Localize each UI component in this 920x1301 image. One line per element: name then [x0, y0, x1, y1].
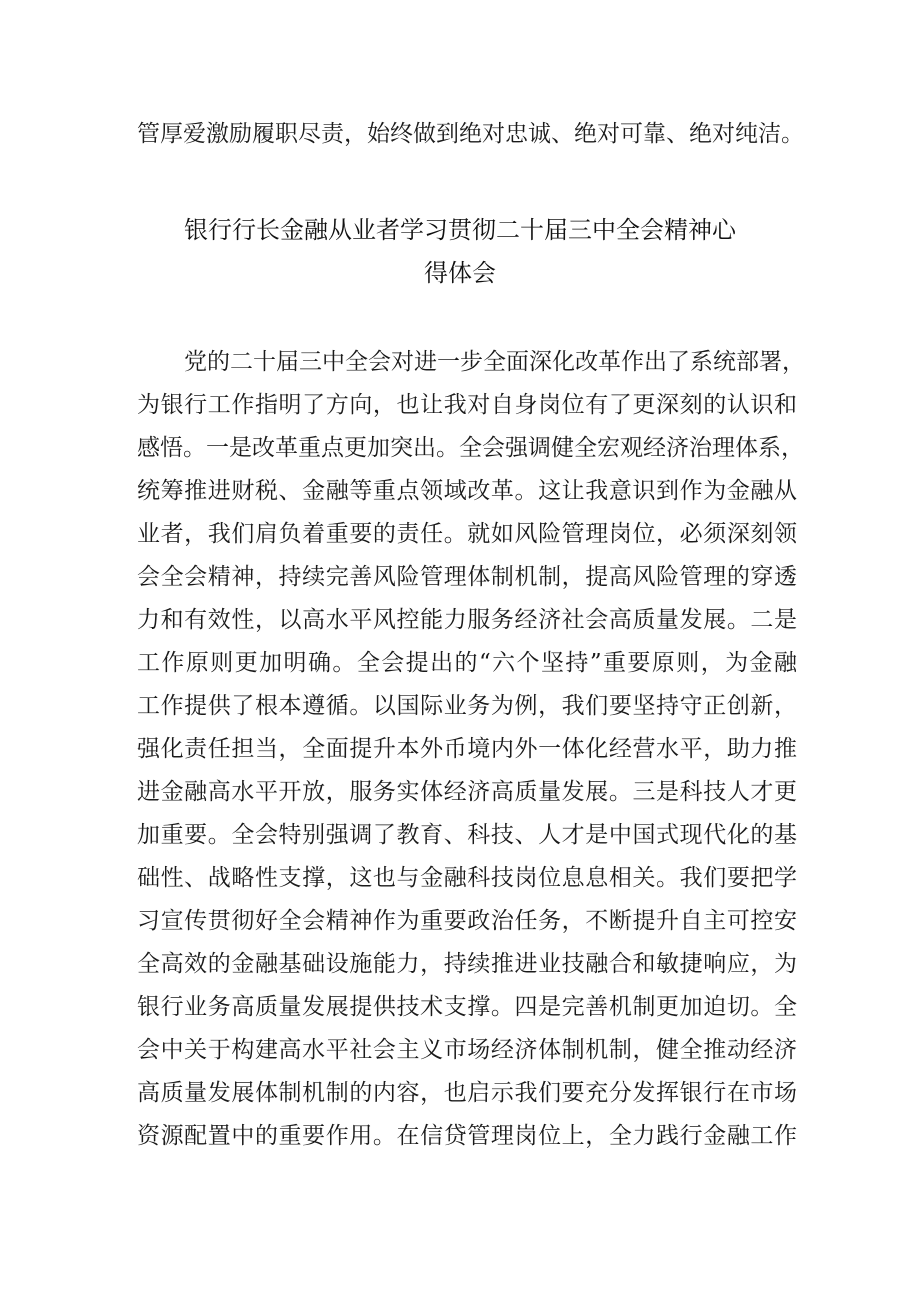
previous-paragraph-tail: 管厚爱激励履职尽责，始终做到绝对忠诚、绝对可靠、绝对纯洁。: [137, 121, 804, 147]
body-line: 资源配置中的重要作用。在信贷管理岗位上，全力践行金融工作: [137, 1123, 797, 1149]
body-line: 强化责任担当，全面提升本外币境内外一体化经营水平，助力推: [137, 736, 797, 762]
article-title-line-1: 银行行长金融从业者学习贯彻二十届三中全会精神心: [184, 216, 736, 244]
article-title-line-2: 得体会: [424, 259, 496, 287]
body-line: 工作原则更加明确。全会提出的“六个坚持”重要原则，为金融: [137, 650, 797, 676]
body-line: 统筹推进财税、金融等重点领域改革。这让我意识到作为金融从: [137, 478, 797, 504]
body-line: 习宣传贯彻好全会精神作为重要政治任务，不断提升自主可控安: [137, 908, 797, 934]
body-line: 业者，我们肩负着重要的责任。就如风险管理岗位，必须深刻领: [137, 521, 797, 547]
body-line: 础性、战略性支撑，这也与金融科技岗位息息相关。我们要把学: [137, 865, 797, 891]
body-line: 党的二十届三中全会对进一步全面深化改革作出了系统部署，: [184, 349, 805, 375]
body-line: 感悟。一是改革重点更加突出。全会强调健全宏观经济治理体系，: [137, 435, 804, 461]
body-line: 全高效的金融基础设施能力，持续推进业技融合和敏捷响应，为: [137, 951, 797, 977]
body-line: 力和有效性，以高水平风控能力服务经济社会高质量发展。二是: [137, 607, 797, 633]
body-line: 银行业务高质量发展提供技术支撑。四是完善机制更加迫切。全: [137, 994, 797, 1020]
body-line: 进金融高水平开放，服务实体经济高质量发展。三是科技人才更: [137, 779, 797, 805]
body-line: 加重要。全会特别强调了教育、科技、人才是中国式现代化的基: [137, 822, 797, 848]
body-line: 工作提供了根本遵循。以国际业务为例，我们要坚持守正创新，: [137, 693, 797, 719]
body-line: 高质量发展体制机制的内容，也启示我们要充分发挥银行在市场: [137, 1080, 797, 1106]
body-line: 为银行工作指明了方向，也让我对自身岗位有了更深刻的认识和: [137, 392, 797, 418]
body-line: 会中关于构建高水平社会主义市场经济体制机制，健全推动经济: [137, 1037, 797, 1063]
body-line: 会全会精神，持续完善风险管理体制机制，提高风险管理的穿透: [137, 564, 797, 590]
